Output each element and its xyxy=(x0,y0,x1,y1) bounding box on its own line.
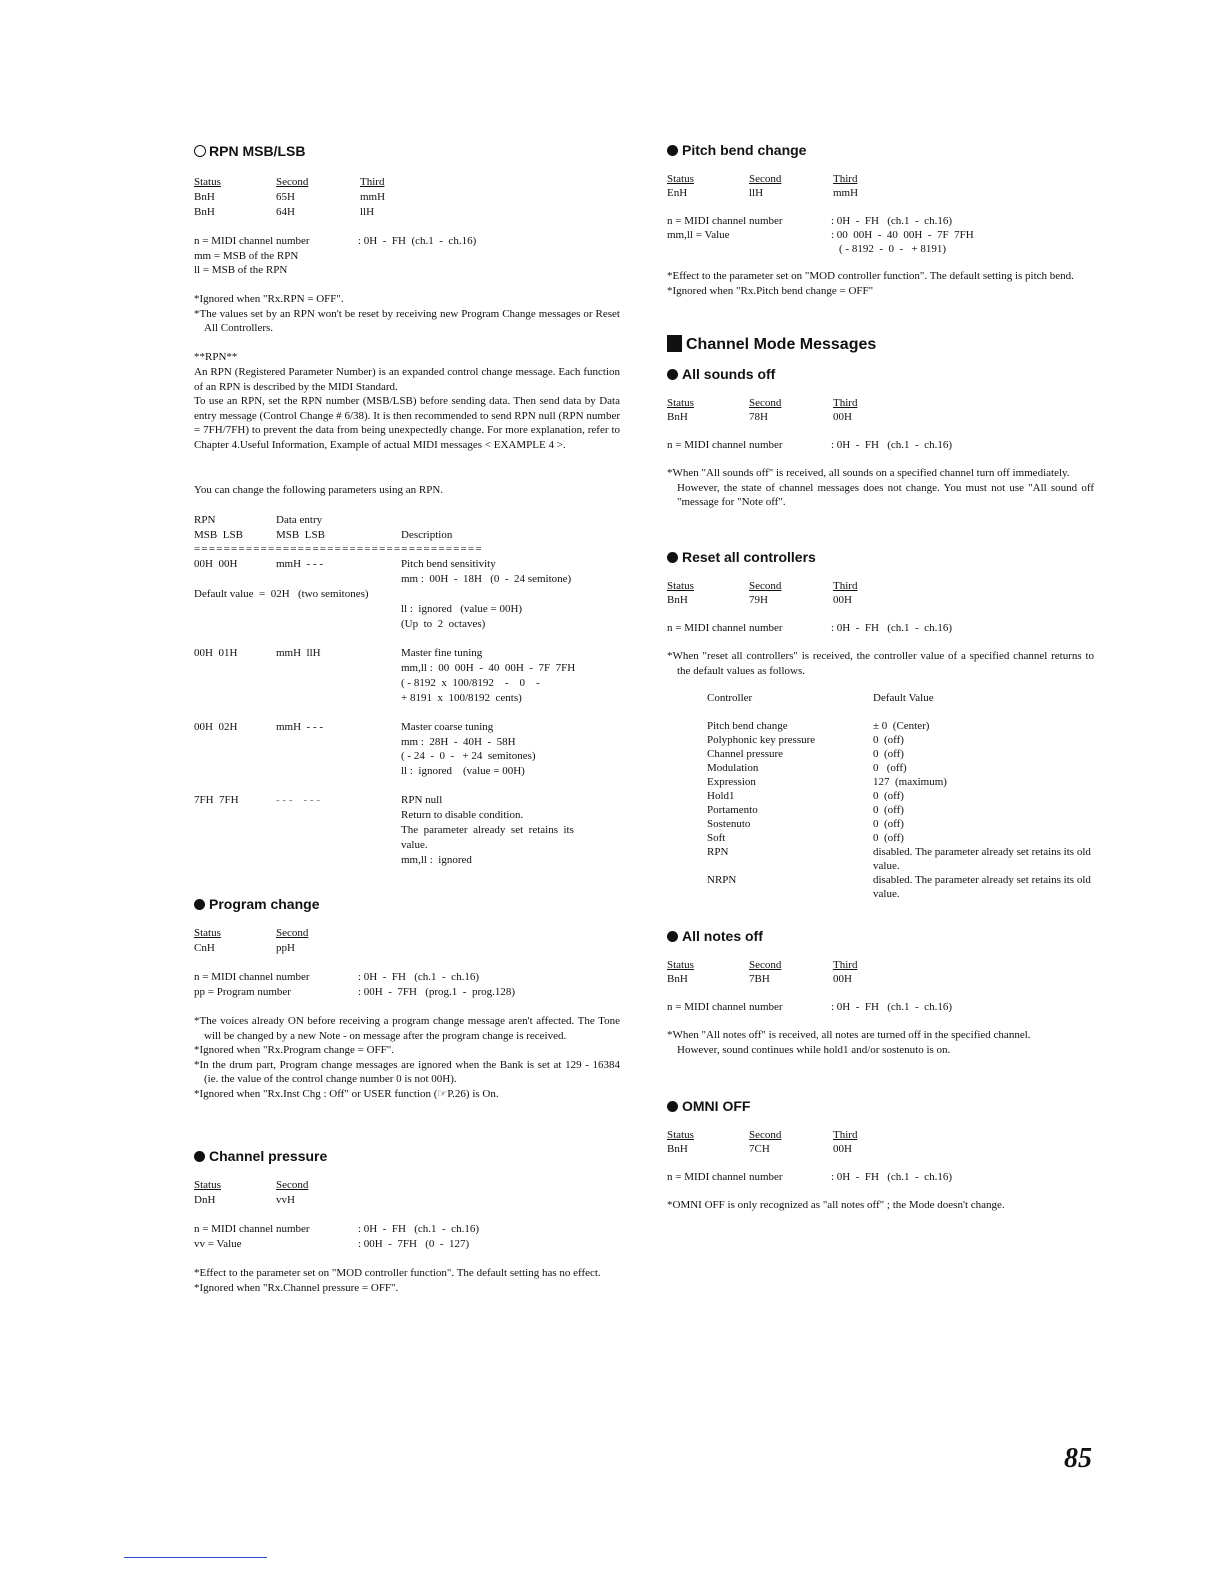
pitchbend-header-second: Second xyxy=(749,173,782,185)
rpn-param-desc: Pitch bend sensitivity xyxy=(401,558,496,570)
chanpress-notes xyxy=(194,1266,620,1295)
controller-name: Modulation xyxy=(707,762,759,774)
program-def-label: n = MIDI channel number xyxy=(194,971,310,983)
all-notes-off-heading xyxy=(667,927,763,945)
footer-rule xyxy=(124,1557,267,1558)
program-note: *Ignored when "Rx.Inst Chg : Off" or USER function (☞P.26) is On. xyxy=(194,1087,499,1100)
controller-default: 0 (off) xyxy=(873,734,904,746)
pitchbend-notes xyxy=(667,269,1094,298)
program-note: *In the drum part, Program change messages are ignored when the Bank is set at 129 - 16384 (ie. the value of the control change number 0 is not 00H). xyxy=(194,1058,620,1086)
allnotes-header-third: Third xyxy=(833,959,858,971)
omni-row-status: BnH xyxy=(667,1143,688,1155)
bullet-icon xyxy=(667,552,678,563)
rpn-param-desc: The parameter already set retains its xyxy=(401,824,574,836)
bullet-icon xyxy=(194,1151,205,1162)
rpn-param-rpn: 00H 02H xyxy=(194,721,238,733)
pitchbend-header-status: Status xyxy=(667,173,694,185)
rpn-param-desc: Return to disable condition. xyxy=(401,809,524,821)
controller-name: RPN xyxy=(707,846,729,858)
controller-default: 0 (off) xyxy=(873,818,904,830)
allnotes-row-second: 7BH xyxy=(749,973,770,985)
chanpress-def-label: vv = Value xyxy=(194,1238,242,1250)
rpn-param-data: mmH - - - xyxy=(276,558,324,570)
controller-default: 127 (maximum) xyxy=(873,776,947,788)
rpn-about-para: To use an RPN, set the RPN number (MSB/LSB) before sending data. Then send data by Data entry message (Control Change # 6/38). It is then recommended to send RPN null (RPN number = 7FH/7FH) to prevent the data from being unexpectedly change. For more explanation, refer to Chapter 4.Useful Information, Example of actual MIDI messages < EXAMPLE 4 >. xyxy=(194,395,620,451)
controller-name: Channel pressure xyxy=(707,748,784,760)
default-value-header: Default Value xyxy=(873,692,934,704)
all-notes-off-title: All notes off xyxy=(682,928,763,944)
chanpress-row-second: vvH xyxy=(276,1194,295,1206)
rpn-param-rpn: 7FH 7FH xyxy=(194,794,239,806)
allsounds-note: *When "All sounds off" is received, all sounds on a specified channel turn off immediately. xyxy=(667,467,1070,479)
rpn-header-second: Second xyxy=(276,176,309,188)
allnotes-note: *When "All notes off" is received, all notes are turned off in the specified channel. xyxy=(667,1029,1031,1041)
rpn-param-desc: ( - 8192 x 100/8192 - 0 - xyxy=(401,677,540,689)
rpn-table-head-rpn: RPN xyxy=(194,514,216,526)
rpn-def-label: mm = MSB of the RPN xyxy=(194,250,299,262)
pitchbend-header-third: Third xyxy=(833,173,858,185)
program-def-value: : 00H - 7FH (prog.1 - prog.128) xyxy=(358,986,516,998)
program-def-label: pp = Program number xyxy=(194,986,291,998)
pitch-bend-title: Pitch bend change xyxy=(682,142,807,158)
controller-name: NRPN xyxy=(707,874,737,886)
rpn-row-second: 64H xyxy=(276,206,295,218)
rpn-param-desc: mm,ll : ignored xyxy=(401,854,472,866)
rpn-param-desc: ( - 24 - 0 - + 24 semitones) xyxy=(401,750,536,762)
rpn-def-value: : 0H - FH (ch.1 - ch.16) xyxy=(358,235,477,247)
rpn-param-desc: Master coarse tuning xyxy=(401,721,494,733)
rpn-param-desc: ll : ignored (value = 00H) xyxy=(401,603,523,615)
rpn-notes xyxy=(194,292,620,336)
rpn-param-desc: + 8191 x 100/8192 cents) xyxy=(401,692,522,704)
controller-header: Controller xyxy=(707,692,753,704)
allsounds-row-third: 00H xyxy=(833,411,852,423)
rpn-param-desc: mm,ll : 00 00H - 40 00H - 7F 7FH xyxy=(401,662,576,674)
all-sounds-off-title: All sounds off xyxy=(682,366,776,382)
rpn-table-head-msb-lsb: MSB LSB xyxy=(194,529,243,541)
pitchbend-row-third: mmH xyxy=(833,187,859,199)
allsounds-row-second: 78H xyxy=(749,411,768,423)
controller-name: Hold1 xyxy=(707,790,735,802)
chanpress-note: *Ignored when "Rx.Channel pressure = OFF". xyxy=(194,1281,399,1294)
rpn-heading xyxy=(194,142,305,160)
page-number: 85 xyxy=(1064,1443,1092,1474)
chanpress-def-label: n = MIDI channel number xyxy=(194,1223,310,1235)
reset-row-second: 79H xyxy=(749,594,768,606)
bullet-icon xyxy=(667,145,678,156)
reset-def-label: n = MIDI channel number xyxy=(667,622,783,634)
reset-controllers-heading xyxy=(667,548,816,566)
omni-off-heading xyxy=(667,1097,750,1115)
controller-default: disabled. The parameter already set retains its old value. xyxy=(873,846,1091,872)
allnotes-notes xyxy=(667,1028,1094,1057)
rpn-param-data: - - - - - - xyxy=(276,794,320,806)
bullet-icon xyxy=(667,1101,678,1112)
allnotes-header-status: Status xyxy=(667,959,694,971)
circle-bullet-icon xyxy=(194,145,206,157)
pitchbend-def-value: : 0H - FH (ch.1 - ch.16) xyxy=(831,215,952,227)
allsounds-row-status: BnH xyxy=(667,411,688,423)
allnotes-row-third: 00H xyxy=(833,973,852,985)
program-note: *The voices already ON before receiving a program change message aren't affected. The Tone will be changed by a new Note - on message after the program change is received. xyxy=(194,1015,620,1042)
allnotes-note: However, sound continues while hold1 and/or sostenuto is on. xyxy=(677,1043,951,1056)
chanpress-def-value: : 0H - FH (ch.1 - ch.16) xyxy=(358,1223,479,1235)
channel-mode-heading xyxy=(667,335,876,355)
controller-name: Sostenuto xyxy=(707,818,751,830)
allsounds-header-third: Third xyxy=(833,397,858,409)
omni-row-third: 00H xyxy=(833,1143,852,1155)
rpn-table-separator: ======================================= xyxy=(194,543,483,555)
allnotes-def-label: n = MIDI channel number xyxy=(667,1001,783,1013)
chanpress-note: *Effect to the parameter set on "MOD controller function". The default setting has no effect. xyxy=(194,1267,601,1279)
rpn-param-data: mmH - - - xyxy=(276,721,324,733)
rpn-param-default: Default value = 02H (two semitones) xyxy=(194,588,369,600)
pitchbend-row-status: EnH xyxy=(667,187,688,199)
bullet-icon xyxy=(194,899,205,910)
controller-name: Expression xyxy=(707,776,756,788)
channel-pressure-title: Channel pressure xyxy=(209,1148,328,1164)
allsounds-header-second: Second xyxy=(749,397,782,409)
chanpress-def-value: : 00H - 7FH (0 - 127) xyxy=(358,1238,470,1250)
omni-notes xyxy=(667,1198,1094,1213)
controller-name: Pitch bend change xyxy=(707,720,788,732)
rpn-param-desc: value. xyxy=(401,839,428,851)
rpn-row-status: BnH xyxy=(194,206,215,218)
allsounds-def-value: : 0H - FH (ch.1 - ch.16) xyxy=(831,439,952,451)
pitchbend-def-value: : 00 00H - 40 00H - 7F 7FH xyxy=(831,229,974,241)
pitchbend-row-second: llH xyxy=(749,187,764,199)
rpn-table-head-data: Data entry xyxy=(276,514,323,526)
program-header-status: Status xyxy=(194,927,221,939)
controller-default: 0 (off) xyxy=(873,832,904,844)
controller-default: 0 (off) xyxy=(873,790,904,802)
rpn-param-data: mmH llH xyxy=(276,647,321,659)
all-sounds-off-heading xyxy=(667,365,775,383)
rpn-row-status: BnH xyxy=(194,191,215,203)
rpn-def-label: ll = MSB of the RPN xyxy=(194,264,288,276)
controller-name: Polyphonic key pressure xyxy=(707,734,816,746)
rpn-param-desc: ll : ignored (value = 00H) xyxy=(401,765,525,777)
rpn-note: *Ignored when "Rx.RPN = OFF". xyxy=(194,293,344,305)
rpn-row-third: llH xyxy=(360,206,375,218)
rpn-about-para: An RPN (Registered Parameter Number) is an expanded control change message. Each function of an RPN is described by the MIDI Standard. xyxy=(194,366,620,393)
controller-default: disabled. The parameter already set retains its old value. xyxy=(873,874,1091,900)
pitchbend-def-label: n = MIDI channel number xyxy=(667,215,783,227)
controller-name: Soft xyxy=(707,832,726,844)
program-row-status: CnH xyxy=(194,942,215,954)
bullet-icon xyxy=(667,369,678,380)
pitchbend-note: *Ignored when "Rx.Pitch bend change = OFF" xyxy=(667,284,874,297)
pitchbend-def-value: ( - 8192 - 0 - + 8191) xyxy=(839,243,947,255)
square-bullet-icon xyxy=(667,335,682,352)
omni-header-status: Status xyxy=(667,1129,694,1141)
reset-controllers-title: Reset all controllers xyxy=(682,549,816,565)
program-change-title: Program change xyxy=(209,896,320,912)
rpn-param-desc: RPN null xyxy=(401,794,443,806)
rpn-about xyxy=(194,365,620,453)
omni-note: *OMNI OFF is only recognized as "all notes off" ; the Mode doesn't change. xyxy=(667,1199,1005,1211)
rpn-param-desc: mm : 00H - 18H (0 - 24 semitone) xyxy=(401,573,572,585)
chanpress-header-status: Status xyxy=(194,1179,221,1191)
omni-row-second: 7CH xyxy=(749,1143,770,1155)
allnotes-row-status: BnH xyxy=(667,973,688,985)
allsounds-def-label: n = MIDI channel number xyxy=(667,439,783,451)
allsounds-note: However, the state of channel messages does not change. You must not use "All sound off "message for "Note off". xyxy=(677,481,1094,509)
rpn-param-desc: mm : 28H - 40H - 58H xyxy=(401,736,516,748)
pitchbend-note: *Effect to the parameter set on "MOD controller function". The default setting is pitch bend. xyxy=(667,270,1074,282)
rpn-header-status: Status xyxy=(194,176,221,188)
reset-header-status: Status xyxy=(667,580,694,592)
reset-notes xyxy=(667,649,1094,678)
controller-default: ± 0 (Center) xyxy=(873,720,930,732)
reset-row-status: BnH xyxy=(667,594,688,606)
rpn-param-rpn: 00H 00H xyxy=(194,558,238,570)
controller-default: 0 (off) xyxy=(873,804,904,816)
reset-note: *When "reset all controllers" is received, the controller value of a specified channel returns to the default values as follows. xyxy=(667,650,1094,677)
rpn-param-rpn: 00H 01H xyxy=(194,647,238,659)
controller-default: 0 (off) xyxy=(873,748,904,760)
program-notes xyxy=(194,1014,620,1102)
allnotes-header-second: Second xyxy=(749,959,782,971)
rpn-header-third: Third xyxy=(360,176,385,188)
omni-off-title: OMNI OFF xyxy=(682,1098,751,1114)
allnotes-def-value: : 0H - FH (ch.1 - ch.16) xyxy=(831,1001,952,1013)
omni-def-value: : 0H - FH (ch.1 - ch.16) xyxy=(831,1171,952,1183)
rpn-params-intro: You can change the following parameters using an RPN. xyxy=(194,484,444,496)
rpn-note: *The values set by an RPN won't be reset by receiving new Program Change messages or Reset All Controllers. xyxy=(194,307,620,335)
rpn-param-desc: (Up to 2 octaves) xyxy=(401,618,486,630)
rpn-table-head-description: Description xyxy=(401,529,453,541)
omni-header-second: Second xyxy=(749,1129,782,1141)
reset-row-third: 00H xyxy=(833,594,852,606)
controller-default: 0 (off) xyxy=(873,762,907,774)
pitchbend-def-label: mm,ll = Value xyxy=(667,229,730,241)
rpn-about-title: **RPN** xyxy=(194,351,238,363)
channel-pressure-heading xyxy=(194,1147,327,1165)
program-row-second: ppH xyxy=(276,942,295,954)
reset-header-second: Second xyxy=(749,580,782,592)
omni-def-label: n = MIDI channel number xyxy=(667,1171,783,1183)
rpn-row-second: 65H xyxy=(276,191,295,203)
reset-def-value: : 0H - FH (ch.1 - ch.16) xyxy=(831,622,952,634)
omni-header-third: Third xyxy=(833,1129,858,1141)
rpn-title: RPN MSB/LSB xyxy=(209,143,306,159)
channel-mode-title: Channel Mode Messages xyxy=(686,336,877,353)
rpn-def-label: n = MIDI channel number xyxy=(194,235,310,247)
chanpress-header-second: Second xyxy=(276,1179,309,1191)
program-note: *Ignored when "Rx.Program change = OFF". xyxy=(194,1044,395,1057)
allsounds-notes xyxy=(667,466,1094,510)
program-change-heading xyxy=(194,895,319,913)
reset-header-third: Third xyxy=(833,580,858,592)
controller-name: Portamento xyxy=(707,804,758,816)
pitch-bend-heading xyxy=(667,141,806,159)
chanpress-row-status: DnH xyxy=(194,1194,216,1206)
allsounds-header-status: Status xyxy=(667,397,694,409)
program-header-second: Second xyxy=(276,927,309,939)
rpn-row-third: mmH xyxy=(360,191,386,203)
program-def-value: : 0H - FH (ch.1 - ch.16) xyxy=(358,971,479,983)
rpn-param-desc: Master fine tuning xyxy=(401,647,483,659)
bullet-icon xyxy=(667,931,678,942)
rpn-table-head-data-msb-lsb: MSB LSB xyxy=(276,529,325,541)
